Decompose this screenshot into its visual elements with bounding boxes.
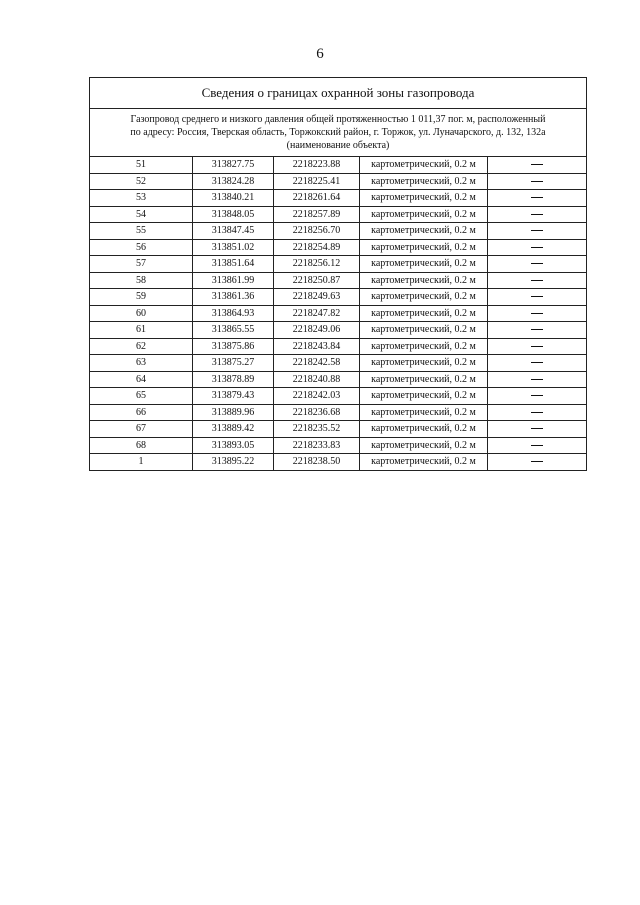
dash-mark [531, 329, 543, 330]
dash-mark [531, 197, 543, 198]
title-row [90, 78, 587, 109]
cell-note [488, 371, 587, 388]
description-line-2: по адресу: Россия, Тверская область, Торжокский район, г. Торжок, ул. Луначарского, д. 132, 132а [130, 127, 546, 138]
cell-point: 56 [90, 239, 193, 256]
table-title: Сведения о границах охранной зоны газопровода [90, 78, 587, 109]
dash-mark [531, 395, 543, 396]
cell-note [488, 157, 587, 174]
cell-point: 52 [90, 173, 193, 190]
table-row [90, 322, 587, 339]
cell-point: 51 [90, 157, 193, 174]
cell-point: 59 [90, 289, 193, 306]
dash-mark [531, 280, 543, 281]
cell-point: 57 [90, 256, 193, 273]
cell-method: картометрический, 0.2 м [360, 454, 488, 471]
table-row [90, 388, 587, 405]
cell-point: 67 [90, 421, 193, 438]
cell-note [488, 272, 587, 289]
cell-point: 68 [90, 437, 193, 454]
dash-mark [531, 313, 543, 314]
cell-x: 313875.27 [193, 355, 274, 372]
cell-y: 2218233.83 [274, 437, 360, 454]
table-row [90, 338, 587, 355]
cell-note [488, 454, 587, 471]
cell-point: 64 [90, 371, 193, 388]
cell-x: 313865.55 [193, 322, 274, 339]
cell-point: 62 [90, 338, 193, 355]
cell-method: картометрический, 0.2 м [360, 437, 488, 454]
cell-note [488, 437, 587, 454]
cell-y: 2218250.87 [274, 272, 360, 289]
cell-method: картометрический, 0.2 м [360, 190, 488, 207]
cell-x: 313847.45 [193, 223, 274, 240]
cell-method: картометрический, 0.2 м [360, 371, 488, 388]
cell-y: 2218238.50 [274, 454, 360, 471]
cell-method: картометрический, 0.2 м [360, 256, 488, 273]
cell-note [488, 190, 587, 207]
cell-note [488, 322, 587, 339]
cell-y: 2218256.12 [274, 256, 360, 273]
page-number: 6 [316, 46, 324, 62]
cell-method: картометрический, 0.2 м [360, 404, 488, 421]
cell-x: 313893.05 [193, 437, 274, 454]
cell-y: 2218257.89 [274, 206, 360, 223]
cell-note [488, 223, 587, 240]
cell-method: картометрический, 0.2 м [360, 239, 488, 256]
cell-y: 2218243.84 [274, 338, 360, 355]
table-row [90, 404, 587, 421]
cell-method: картометрический, 0.2 м [360, 421, 488, 438]
dash-mark [531, 181, 543, 182]
table-row [90, 157, 587, 174]
cell-point: 53 [90, 190, 193, 207]
cell-method: картометрический, 0.2 м [360, 338, 488, 355]
table-row [90, 190, 587, 207]
dash-mark [531, 247, 543, 248]
cell-note [488, 305, 587, 322]
cell-y: 2218240.88 [274, 371, 360, 388]
cell-point: 54 [90, 206, 193, 223]
table-row [90, 239, 587, 256]
cell-method: картометрический, 0.2 м [360, 305, 488, 322]
cell-x: 313827.75 [193, 157, 274, 174]
table-row [90, 173, 587, 190]
cell-point: 60 [90, 305, 193, 322]
dash-mark [531, 362, 543, 363]
table-row [90, 289, 587, 306]
dash-mark [531, 263, 543, 264]
dash-mark [531, 230, 543, 231]
cell-x: 313889.42 [193, 421, 274, 438]
dash-mark [531, 379, 543, 380]
cell-x: 313878.89 [193, 371, 274, 388]
cell-method: картометрический, 0.2 м [360, 173, 488, 190]
table-row [90, 223, 587, 240]
dash-mark [531, 296, 543, 297]
cell-y: 2218236.68 [274, 404, 360, 421]
cell-point: 66 [90, 404, 193, 421]
cell-y: 2218247.82 [274, 305, 360, 322]
dash-mark [531, 164, 543, 165]
cell-x: 313824.28 [193, 173, 274, 190]
cell-note [488, 289, 587, 306]
cell-y: 2218223.88 [274, 157, 360, 174]
cell-x: 313889.96 [193, 404, 274, 421]
cell-x: 313851.64 [193, 256, 274, 273]
table-row [90, 371, 587, 388]
cell-x: 313879.43 [193, 388, 274, 405]
cell-x: 313861.99 [193, 272, 274, 289]
cell-y: 2218256.70 [274, 223, 360, 240]
table-row [90, 437, 587, 454]
cell-method: картометрический, 0.2 м [360, 289, 488, 306]
cell-point: 61 [90, 322, 193, 339]
cell-y: 2218235.52 [274, 421, 360, 438]
cell-x: 313851.02 [193, 239, 274, 256]
cell-note [488, 388, 587, 405]
cell-note [488, 355, 587, 372]
cell-x: 313848.05 [193, 206, 274, 223]
cell-y: 2218261.64 [274, 190, 360, 207]
cell-note [488, 404, 587, 421]
cell-point: 58 [90, 272, 193, 289]
table-body [90, 78, 587, 471]
cell-y: 2218249.06 [274, 322, 360, 339]
cell-y: 2218242.03 [274, 388, 360, 405]
table-row [90, 355, 587, 372]
cell-y: 2218225.41 [274, 173, 360, 190]
dash-mark [531, 412, 543, 413]
dash-mark [531, 346, 543, 347]
cell-note [488, 421, 587, 438]
cell-method: картометрический, 0.2 м [360, 223, 488, 240]
cell-note [488, 338, 587, 355]
cell-x: 313840.21 [193, 190, 274, 207]
dash-mark [531, 445, 543, 446]
cell-method: картометрический, 0.2 м [360, 322, 488, 339]
object-name-caption: (наименование объекта) [286, 140, 390, 151]
table-row [90, 421, 587, 438]
description-line-1: Газопровод среднего и низкого давления общей протяженностью 1 011,37 пог. м, расположенный [130, 114, 546, 125]
table-row [90, 454, 587, 471]
table-row [90, 256, 587, 273]
cell-x: 313875.86 [193, 338, 274, 355]
cell-method: картометрический, 0.2 м [360, 272, 488, 289]
cell-method: картометрический, 0.2 м [360, 355, 488, 372]
cell-note [488, 239, 587, 256]
cell-point: 55 [90, 223, 193, 240]
dash-mark [531, 214, 543, 215]
dash-mark [531, 428, 543, 429]
table-row [90, 206, 587, 223]
dash-mark [531, 461, 543, 462]
cell-y: 2218254.89 [274, 239, 360, 256]
cell-method: картометрический, 0.2 м [360, 206, 488, 223]
cell-x: 313864.93 [193, 305, 274, 322]
cell-point: 1 [90, 454, 193, 471]
boundary-table [89, 77, 587, 471]
cell-method: картометрический, 0.2 м [360, 388, 488, 405]
cell-point: 65 [90, 388, 193, 405]
cell-method: картометрический, 0.2 м [360, 157, 488, 174]
cell-note [488, 173, 587, 190]
cell-note [488, 206, 587, 223]
cell-y: 2218249.63 [274, 289, 360, 306]
cell-point: 63 [90, 355, 193, 372]
cell-x: 313895.22 [193, 454, 274, 471]
table-row [90, 272, 587, 289]
table-row [90, 305, 587, 322]
cell-y: 2218242.58 [274, 355, 360, 372]
description-row [90, 109, 587, 157]
cell-x: 313861.36 [193, 289, 274, 306]
object-description [90, 109, 587, 157]
cell-note [488, 256, 587, 273]
